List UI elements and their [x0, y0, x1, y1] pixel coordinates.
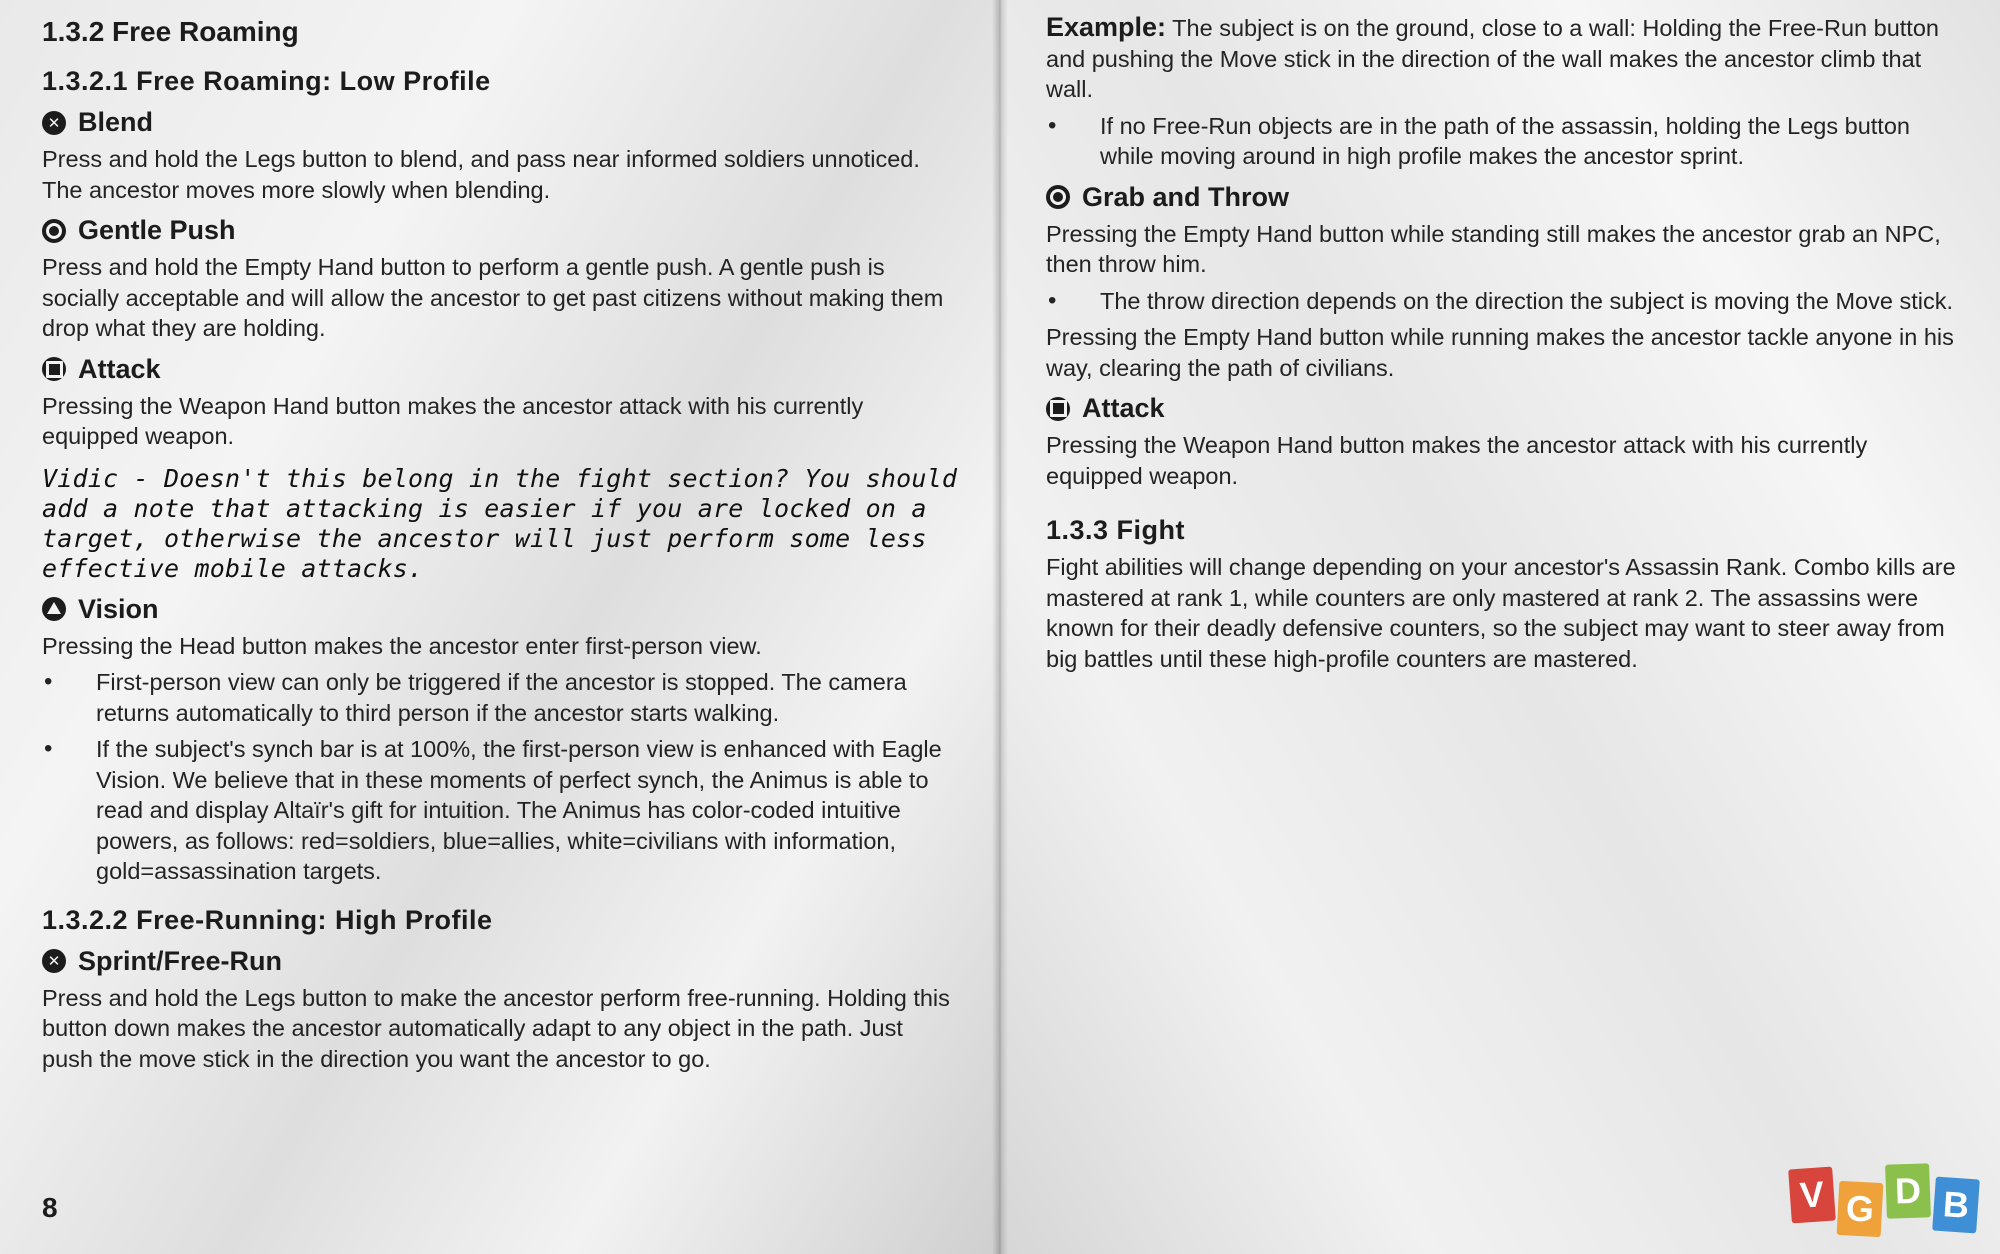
heading-fight: 1.3.3 Fight — [1046, 515, 1186, 545]
section-sprint — [42, 946, 960, 977]
list-item: • If no Free-Run objects are in the path of the assassin, holding the Legs button while moving around in high profile makes the ancestor sprint. — [1046, 111, 1964, 172]
attack-text-right: Pressing the Weapon Hand button makes the ancestor attack with his currently equipped weapon. — [1046, 432, 1868, 489]
example-paragraph — [1046, 12, 1964, 105]
grab-throw-text-2: Pressing the Empty Hand button while running makes the ancestor tackle anyone in his way, clearing the path of civilians. — [1046, 324, 1954, 381]
vision-bullets — [42, 667, 960, 887]
square-button-icon — [1046, 397, 1070, 421]
logo-tile-b: B — [1932, 1177, 1980, 1234]
gentle-push-text: Press and hold the Empty Hand button to perform a gentle push. A gentle push is socially acceptable and will allow the ancestor to get past citizens without making them drop what they are holding. — [42, 254, 944, 341]
fight-text: Fight abilities will change depending on your ancestor's Assassin Rank. Combo kills are mastered at rank 1, while counters are only mastered at rank 2. The assassins were known for their deadly defensive counters, so the subject may want to steer away from big battles until these high-profile counters are mastered. — [1046, 554, 1956, 672]
vision-title: Vision — [78, 593, 159, 624]
section-attack-left — [42, 354, 960, 385]
section-attack-right — [1046, 393, 1964, 424]
attack-title-left: Attack — [78, 353, 161, 384]
attack-title-right: Attack — [1082, 393, 1165, 423]
section-vision — [42, 594, 960, 625]
blend-text: Press and hold the Legs button to blend, and pass near informed soldiers unnoticed. The ancestor moves more slowly when blending. — [42, 146, 920, 203]
heading-low-profile: 1.3.2.1 Free Roaming: Low Profile — [42, 66, 491, 96]
blend-title: Blend — [78, 107, 154, 137]
vgdb-logo — [1790, 1164, 1990, 1244]
list-item: • If the subject's synch bar is at 100%, the first-person view is enhanced with Eagle Vision. We believe that in these moments of perfect synch, the Animus is able to read and display Altaïr's gift for intuition. The Animus has color-coded intuitive powers, as follows: red=soldiers, blue=allies, white=civilians with information, gold=assassination targets. — [42, 734, 960, 887]
grab-throw-bullets — [1046, 286, 1964, 317]
handwritten-note: Vidic - Doesn't this belong in the fight section? You should add a note that attacking is easier if you are locked on a target, otherwise the ancestor will just perform some less effective mobile attacks. — [42, 463, 958, 583]
grab-throw-text: Pressing the Empty Hand button while standing still makes the ancestor grab an NPC, then throw him. — [1046, 220, 1941, 277]
vision-text: Pressing the Head button makes the ancestor enter first-person view. — [42, 632, 762, 659]
heading-high-profile: 1.3.2.2 Free-Running: High Profile — [42, 904, 493, 935]
book-gutter — [992, 0, 1008, 1254]
heading-free-roaming: 1.3.2 Free Roaming — [42, 16, 299, 47]
example-label: Example: — [1046, 12, 1167, 42]
cross-button-icon: ✕ — [42, 111, 66, 135]
example-text: The subject is on the ground, close to a wall: Holding the Free-Run button and pushing the Move stick in the direction of the wall makes the ancestor climb that wall. — [1046, 15, 1939, 102]
logo-tile-v: V — [1788, 1167, 1836, 1224]
page-number: 8 — [42, 1192, 58, 1223]
right-page — [1000, 0, 2000, 1254]
list-item: • First-person view can only be triggered if the ancestor is stopped. The camera returns automatically to third person if the ancestor starts walking. — [42, 667, 960, 728]
attack-text-left: Pressing the Weapon Hand button makes the ancestor attack with his currently equipped weapon. — [42, 392, 864, 449]
sprint-title: Sprint/Free-Run — [78, 945, 283, 976]
list-item: • The throw direction depends on the direction the subject is moving the Move stick. — [1046, 286, 1964, 317]
circle-button-icon — [1046, 185, 1070, 209]
section-gentle-push — [42, 215, 960, 246]
logo-tile-d: D — [1885, 1163, 1931, 1219]
logo-tile-g: G — [1837, 1181, 1884, 1237]
section-grab-throw — [1046, 182, 1964, 213]
square-button-icon — [42, 357, 66, 381]
triangle-button-icon — [42, 597, 66, 621]
grab-throw-title: Grab and Throw — [1082, 181, 1290, 212]
section-blend — [42, 107, 960, 138]
circle-button-icon — [42, 219, 66, 243]
gentle-push-title: Gentle Push — [78, 215, 236, 245]
cross-button-icon: ✕ — [42, 949, 66, 973]
sprint-text: Press and hold the Legs button to make the ancestor perform free-running. Holding this button down makes the ancestor automatically adapt to any object in the path. Just push the move stick in the direction you want the ancestor to go. — [42, 984, 950, 1072]
example-bullets — [1046, 111, 1964, 172]
